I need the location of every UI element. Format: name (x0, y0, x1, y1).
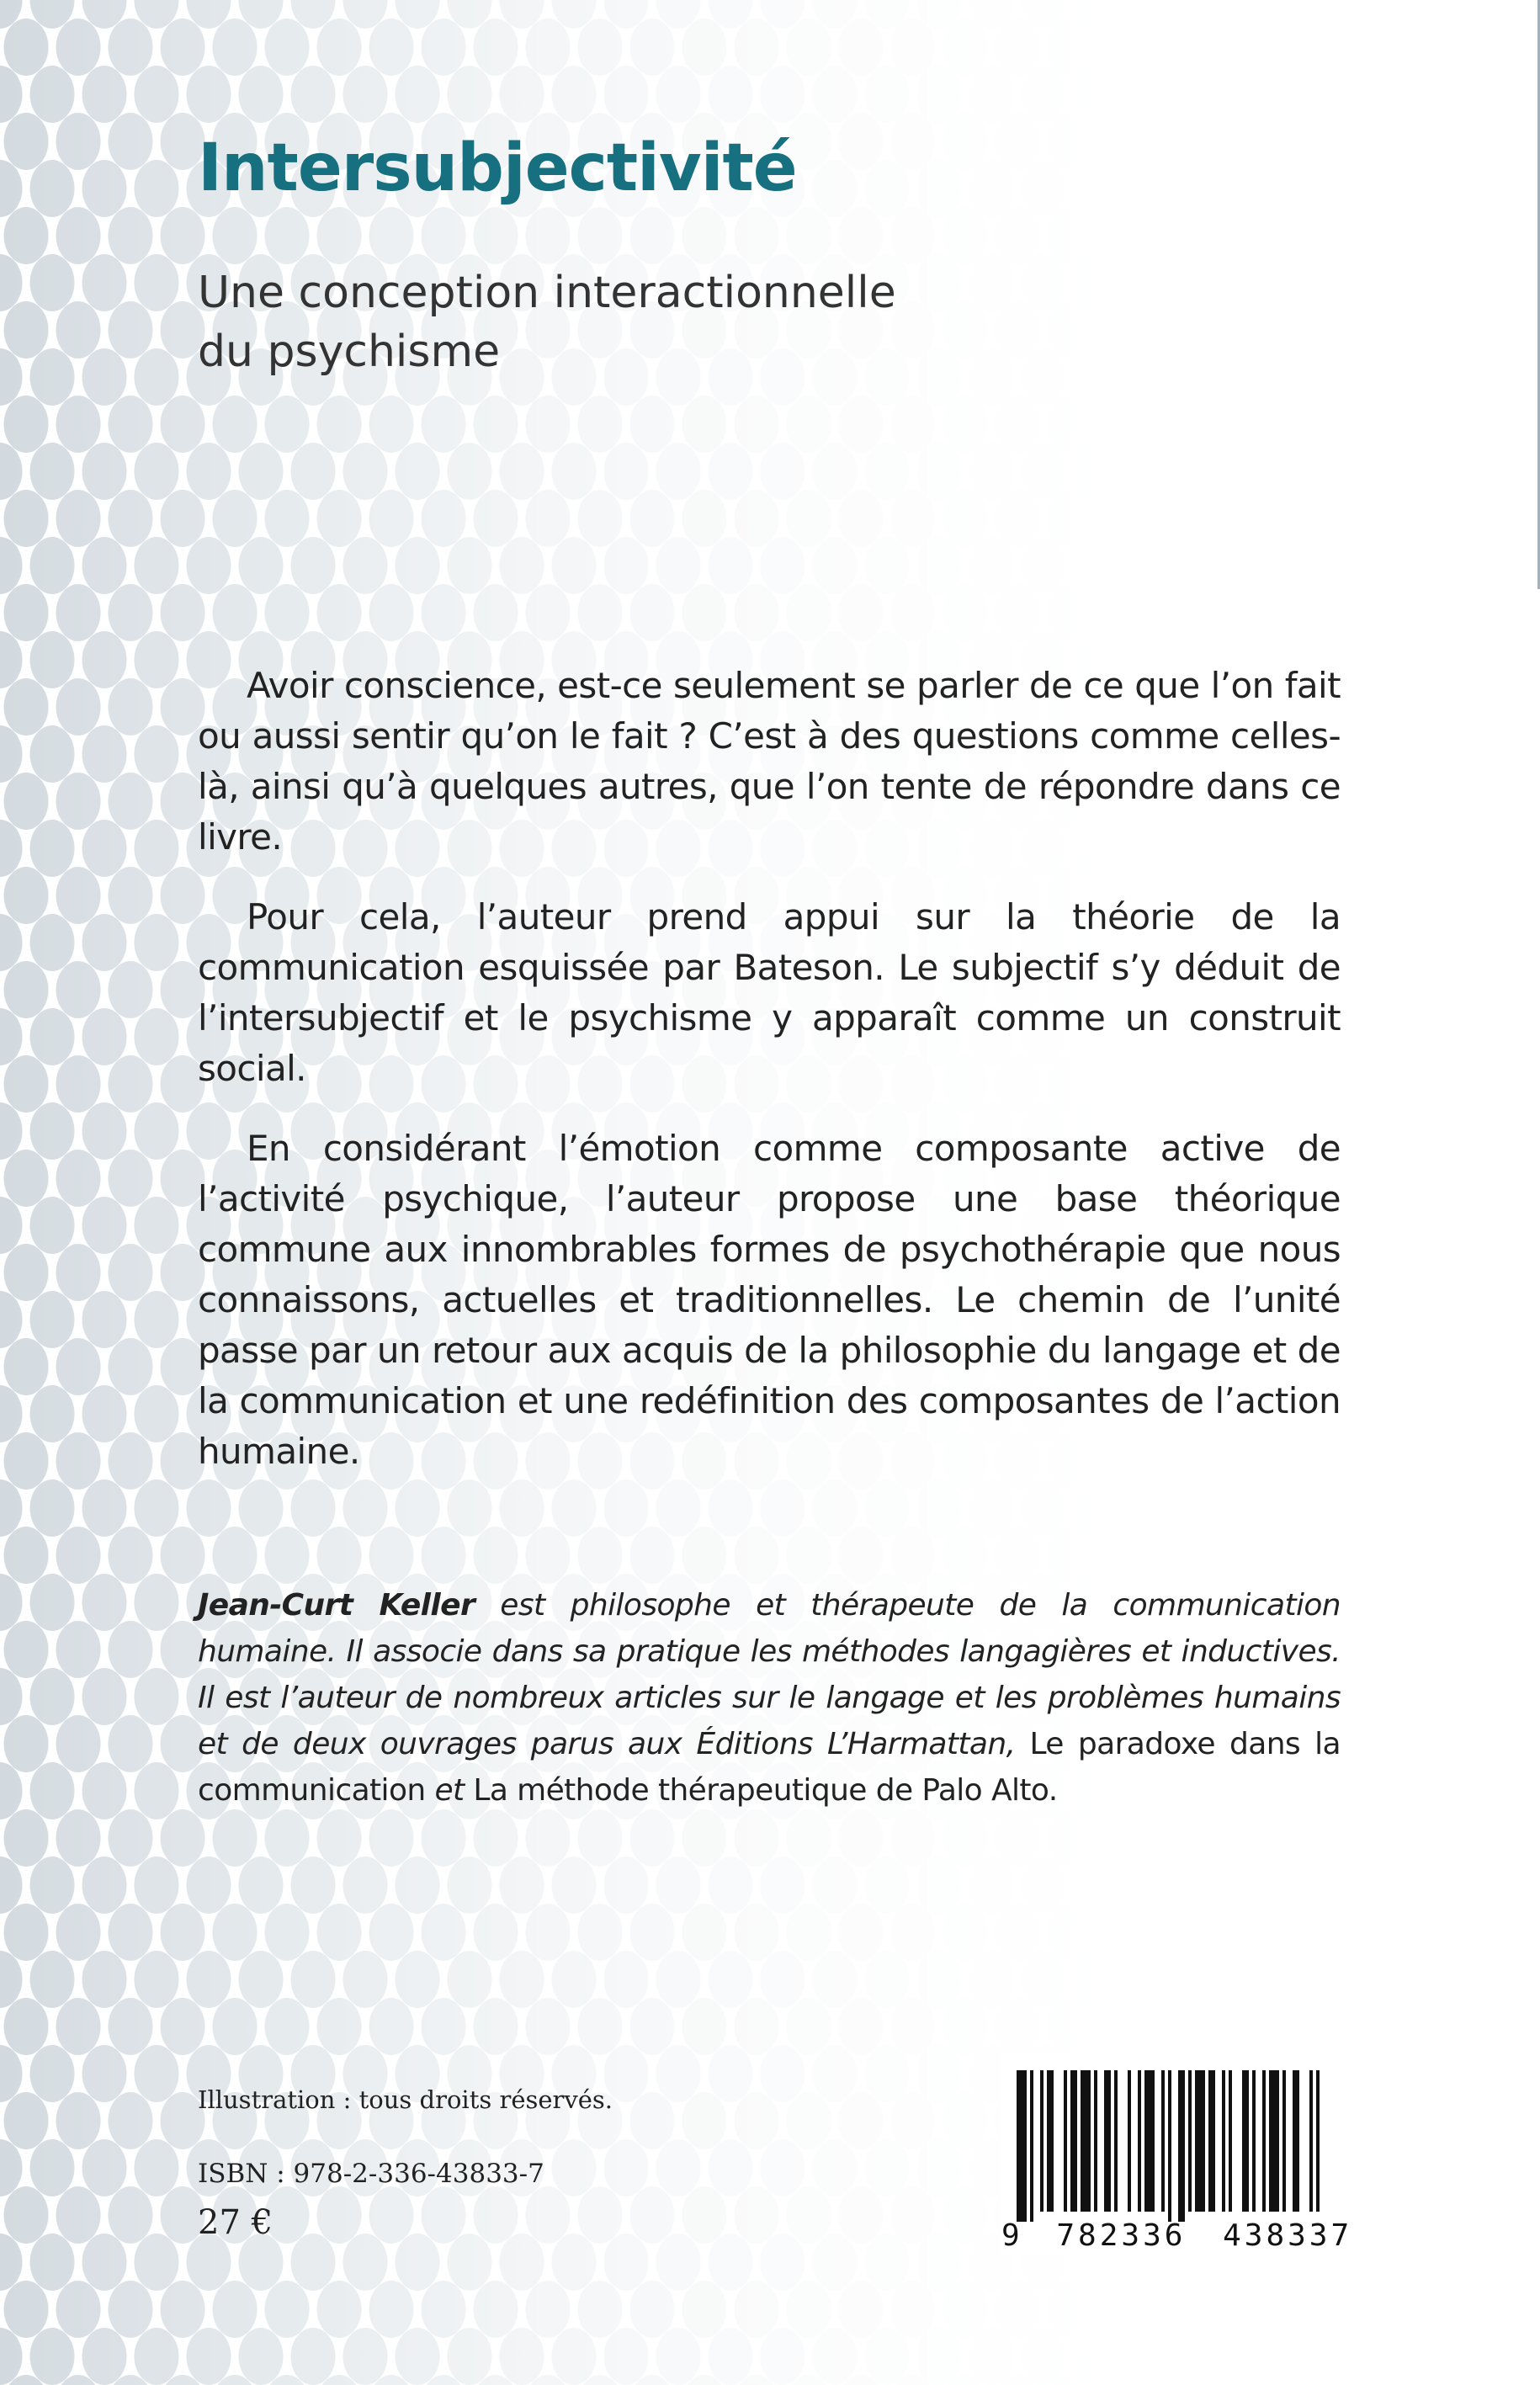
barcode-bar (1269, 2070, 1279, 2212)
blurb-paragraph-1: Avoir conscience, est-ce seulement se parler de ce que l’on fait ou aussi sentir qu’on le fait ? C’est à des questions comme celles-là, ainsi qu’à quelques autres, que l’on tente de répondre dans ce livre. (198, 665, 1341, 858)
barcode-bar (1242, 2070, 1249, 2212)
barcode-bar (1208, 2070, 1215, 2212)
barcode-bar (1316, 2070, 1320, 2212)
barcode-bar (1114, 2070, 1118, 2212)
barcode-first-digit: 9 (1001, 2218, 1023, 2253)
bio-book-1: Le paradoxe dans la communication (198, 1727, 1341, 1808)
barcode-bar (1138, 2070, 1141, 2212)
barcode-bar (1047, 2070, 1054, 2212)
blurb-paragraph-3: En considérant l’émotion comme composante active de l’activité psychique, l’auteur propose une base théorique commune aux innombrables formes de psychothérapie que nous connaissons, actuelles et traditionnelles. Le chemin de l’unité passe par un retour aux acquis de la philosophie du langage et de la communication et une redéfinition des composantes de l’action humaine. (198, 1128, 1341, 1472)
book-title: Intersubjectivité (198, 130, 797, 206)
barcode-bar (1017, 2070, 1027, 2222)
bio-end: . (1048, 1773, 1058, 1808)
barcode (1001, 2053, 1353, 2255)
barcode-bar (1195, 2070, 1205, 2212)
barcode-bar (1094, 2070, 1097, 2212)
blurb-paragraph-2: Pour cela, l’auteur prend appui sur la théorie de la communication esquissée par Bateson. Le subjectif s’y déduit de l’intersubjectif et le psychisme y apparaît comme un construit social. (198, 896, 1341, 1089)
barcode-bar (1262, 2070, 1266, 2212)
bio-text-1: est philosophe et thérapeute de la communication humaine. Il associe dans sa pratique les méthodes langagières et inductives. Il est l’auteur de nombreux articles sur le langage et les problèmes humains et de deux ouvrages parus aux Éditions L’Harmattan, (198, 1588, 1341, 1761)
barcode-bar (1178, 2070, 1185, 2222)
barcode-bar (1081, 2070, 1091, 2212)
barcode-bar (1168, 2070, 1171, 2222)
subtitle-line-1: Une conception interactionnelle (198, 268, 896, 318)
barcode-bar (1282, 2070, 1286, 2212)
barcode-bars (1001, 2053, 1338, 2222)
barcode-bar (1030, 2070, 1033, 2222)
barcode-bar (1128, 2070, 1131, 2212)
book-subtitle (198, 263, 1208, 381)
barcode-bar (1040, 2070, 1043, 2212)
barcode-bar (1309, 2070, 1313, 2212)
barcode-bar (1161, 2070, 1165, 2212)
author-name: Jean-Curt Keller (198, 1588, 475, 1623)
barcode-left-group: 782336 (1056, 2218, 1187, 2253)
bio-text-2: et (425, 1773, 474, 1808)
barcode-bar (1064, 2070, 1067, 2212)
barcode-bar (1229, 2070, 1232, 2212)
illustration-credit: Illustration : tous droits réservés. (198, 2085, 613, 2114)
bio-book-2: La méthode thérapeutique de Palo Alto (473, 1773, 1049, 1808)
subtitle-line-2: du psychisme (198, 327, 501, 377)
blurb-text (198, 661, 1341, 1506)
barcode-bar (1144, 2070, 1155, 2212)
barcode-bar (1222, 2070, 1225, 2212)
price-text: 27 € (198, 2203, 273, 2242)
barcode-bar (1188, 2070, 1192, 2212)
barcode-bar (1070, 2070, 1077, 2212)
barcode-bar (1104, 2070, 1111, 2212)
barcode-digits (1001, 2218, 1353, 2253)
author-bio (198, 1582, 1341, 1814)
isbn-text: ISBN : 978-2-336-43833-7 (198, 2159, 544, 2189)
barcode-bar (1293, 2070, 1299, 2212)
barcode-bar (1252, 2070, 1256, 2212)
barcode-right-group: 438337 (1223, 2218, 1353, 2253)
